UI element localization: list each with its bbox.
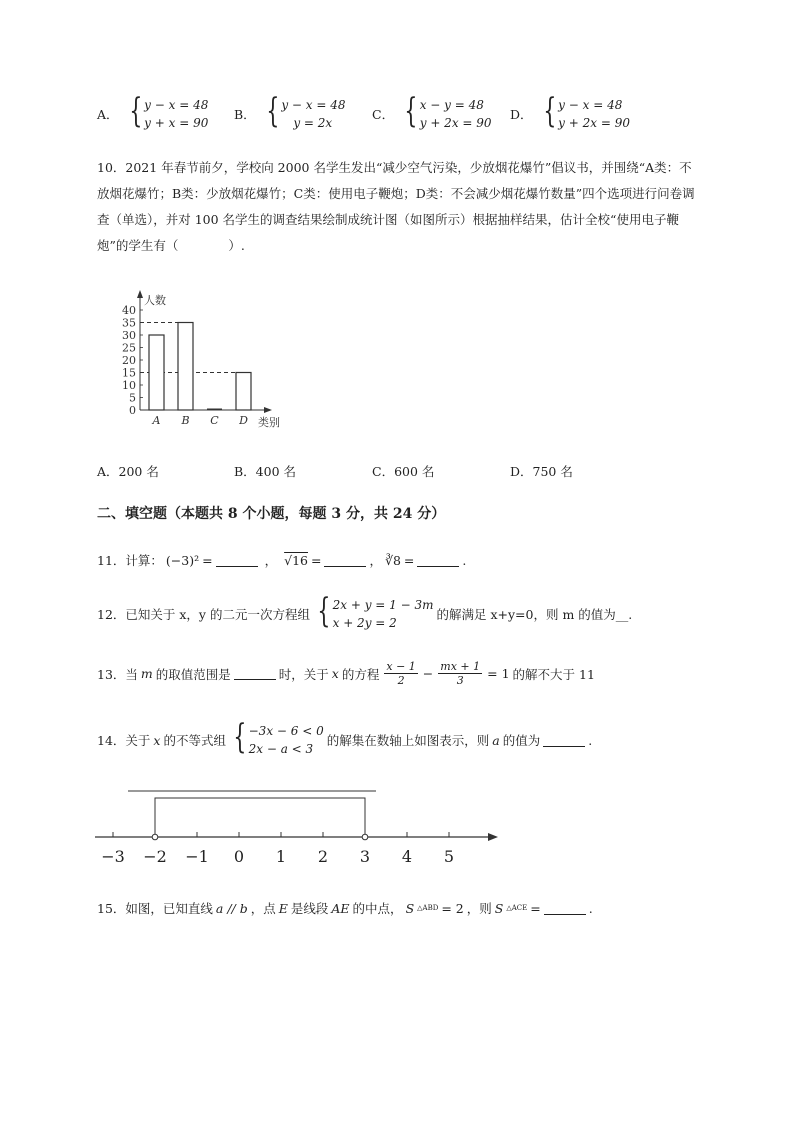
denominator: 3 bbox=[456, 674, 464, 687]
equation: y − x = 48 bbox=[144, 98, 209, 112]
option-label: B． bbox=[234, 107, 256, 122]
equation: y − x = 48 bbox=[281, 98, 346, 112]
math-expression: ∛8 bbox=[384, 552, 401, 568]
number-line-label: 3 bbox=[359, 847, 371, 866]
equation-system: { y − x = 48 y + x = 90 bbox=[128, 91, 209, 131]
equals-sign: = bbox=[202, 552, 213, 568]
variable: AE bbox=[331, 900, 350, 916]
bar bbox=[236, 373, 251, 411]
bar bbox=[149, 335, 164, 410]
area-symbol: S bbox=[494, 900, 504, 916]
y-tick-label: 40 bbox=[122, 304, 136, 317]
question-12 bbox=[97, 591, 633, 632]
area-subscript: △ABD bbox=[417, 904, 439, 912]
q9-option-a bbox=[97, 91, 209, 132]
variable: x bbox=[153, 732, 161, 748]
x-tick-label: A bbox=[152, 414, 161, 427]
area-symbol: S bbox=[405, 900, 415, 916]
number-line-label: −3 bbox=[101, 847, 125, 866]
math-expression: = 2 bbox=[441, 900, 464, 916]
number-line-label: 5 bbox=[443, 847, 455, 866]
equation-system: { 2x + y = 1 − 3m x + 2y = 2 bbox=[317, 591, 434, 631]
number-line-label: 0 bbox=[233, 847, 245, 866]
x-tick-label: C bbox=[210, 414, 219, 427]
number-line-label: −1 bbox=[185, 847, 209, 866]
equation-system: { y − x = 48 y = 2x bbox=[266, 91, 346, 131]
equation: y − x = 48 bbox=[558, 98, 623, 112]
q9-option-d bbox=[510, 91, 630, 132]
option-label: D． bbox=[510, 107, 533, 122]
number-line-label: 1 bbox=[275, 847, 287, 866]
numerator: mx + 1 bbox=[440, 660, 481, 673]
y-axis-arrow-icon bbox=[137, 290, 143, 298]
question-text: 的值为 bbox=[502, 733, 541, 748]
denominator: 2 bbox=[397, 674, 405, 687]
q9-option-c bbox=[372, 91, 492, 132]
number-line bbox=[90, 780, 510, 870]
arrow-icon bbox=[488, 833, 498, 841]
equation: x − y = 48 bbox=[419, 98, 484, 112]
y-tick-label: 30 bbox=[122, 329, 136, 342]
question-text: ，则 bbox=[466, 901, 492, 916]
math-expression: √16 bbox=[284, 552, 308, 568]
answer-blank[interactable] bbox=[324, 554, 366, 567]
area-subscript: △ACE bbox=[506, 904, 528, 912]
y-tick-label: 0 bbox=[129, 404, 136, 417]
equation: y = 2x bbox=[293, 116, 333, 130]
question-text: 的不等式组 bbox=[163, 733, 226, 748]
question-text: 的方程 bbox=[341, 666, 380, 682]
y-axis-label: 人数 bbox=[144, 294, 166, 307]
solution-bracket bbox=[155, 798, 365, 837]
q10-option-a: A．200 名 bbox=[97, 464, 159, 479]
q10-option-c: C．600 名 bbox=[372, 464, 435, 479]
y-tick-label: 5 bbox=[129, 391, 136, 405]
minus-sign: − bbox=[422, 666, 434, 681]
bar-chart bbox=[110, 288, 300, 433]
y-tick-label: 10 bbox=[122, 379, 136, 392]
x-tick-label: B bbox=[181, 414, 190, 427]
variable: m bbox=[140, 666, 153, 681]
question-text: ，点 bbox=[250, 901, 276, 916]
equation: y + 2x = 90 bbox=[558, 116, 630, 130]
inequality-system: { −3x − 6 < 0 2x − a < 3 bbox=[233, 717, 324, 757]
answer-blank[interactable] bbox=[216, 554, 258, 567]
equation-system: { y − x = 48 y + 2x = 90 bbox=[542, 91, 630, 131]
question-15 bbox=[97, 899, 593, 917]
open-circle-left bbox=[152, 834, 158, 840]
question-text: 是线段 bbox=[290, 901, 329, 916]
equation-system: { x − y = 48 y + 2x = 90 bbox=[404, 91, 492, 131]
question-prefix: 12．已知关于 x，y 的二元一次方程组 bbox=[97, 607, 310, 622]
question-suffix: 的解满足 x+y=0，则 m 的值为__. bbox=[436, 607, 633, 622]
fraction bbox=[384, 660, 417, 687]
variable: a bbox=[492, 732, 500, 748]
equation: x + 2y = 2 bbox=[332, 616, 397, 630]
variable: E bbox=[278, 900, 288, 916]
numerator: x − 1 bbox=[386, 660, 416, 673]
question-13 bbox=[97, 660, 595, 687]
math-expression: (−3)² bbox=[165, 552, 200, 568]
period: . bbox=[462, 552, 467, 568]
separator: ， bbox=[369, 553, 382, 568]
separator: ， bbox=[264, 553, 278, 568]
y-tick-label: 15 bbox=[122, 366, 136, 380]
x-tick-label: D bbox=[239, 414, 248, 427]
inequality: 2x − a < 3 bbox=[248, 742, 314, 756]
equals-sign: = bbox=[310, 552, 322, 568]
question-prefix: 13．当 bbox=[97, 666, 138, 682]
equals-sign: = bbox=[530, 900, 541, 916]
y-tick-label: 20 bbox=[122, 354, 136, 367]
x-axis-arrow-icon bbox=[264, 407, 272, 413]
answer-blank[interactable] bbox=[234, 667, 276, 680]
period: . bbox=[588, 732, 593, 748]
question-prefix: 11．计算： bbox=[97, 553, 163, 568]
question-prefix: 15．如图，已知直线 bbox=[97, 901, 213, 916]
q9-option-b bbox=[234, 91, 346, 132]
y-tick-label: 25 bbox=[122, 341, 136, 355]
question-prefix: 14．关于 bbox=[97, 733, 151, 748]
variable: x bbox=[331, 666, 339, 681]
section-heading: 二、填空题（本题共 8 个小题，每题 3 分，共 24 分） bbox=[97, 506, 446, 522]
fraction bbox=[438, 660, 482, 687]
q10-text: 10．2021 年春节前夕，学校向 2000 名学生发出“减少空气污染，少放烟花爆竹”倡议书，并围绕“A类：不放烟花爆竹；B类：少放烟花爆竹；C类：使用电子鞭炮；D类：不会减少烟花爆竹数量”四个选项进行问卷调查（单选），并对 100 名学生的调查结果绘制成统计图（如图所示）根据抽样结果，估计全校“使用电子鞭炮”的学生有（ ）. bbox=[97, 160, 695, 253]
question-text: 的取值范围是 bbox=[155, 666, 231, 682]
question-11 bbox=[97, 551, 466, 569]
q10-option-d: D．750 名 bbox=[510, 464, 573, 479]
q10-option-b: B．400 名 bbox=[234, 464, 297, 479]
equals-one: = 1 bbox=[487, 666, 510, 681]
option-label: C． bbox=[372, 107, 395, 122]
period: . bbox=[588, 900, 593, 916]
question-text: 时，关于 bbox=[278, 666, 329, 682]
equals-sign: = bbox=[403, 552, 415, 568]
equation: y + x = 90 bbox=[144, 116, 209, 130]
equation: 2x + y = 1 − 3m bbox=[332, 598, 434, 612]
question-suffix: 的解不大于 11 bbox=[512, 666, 595, 682]
question-14 bbox=[97, 717, 593, 758]
answer-blank[interactable] bbox=[544, 902, 586, 915]
math-expression: a // b bbox=[215, 900, 248, 916]
question-text: 的解集在数轴上如图表示，则 bbox=[326, 733, 490, 748]
answer-blank[interactable] bbox=[417, 554, 459, 567]
x-axis-label: 类别 bbox=[258, 416, 280, 429]
question-text: 的中点， bbox=[352, 901, 403, 916]
y-tick-label: 35 bbox=[122, 316, 136, 330]
bar bbox=[178, 323, 193, 411]
number-line-label: 4 bbox=[401, 847, 413, 866]
open-circle-right bbox=[362, 834, 368, 840]
option-label: A． bbox=[97, 107, 119, 122]
equation: y + 2x = 90 bbox=[419, 116, 492, 130]
inequality: −3x − 6 < 0 bbox=[248, 724, 324, 738]
number-line-label: −2 bbox=[143, 847, 167, 866]
number-line-label: 2 bbox=[317, 847, 329, 866]
answer-blank[interactable] bbox=[543, 734, 585, 747]
